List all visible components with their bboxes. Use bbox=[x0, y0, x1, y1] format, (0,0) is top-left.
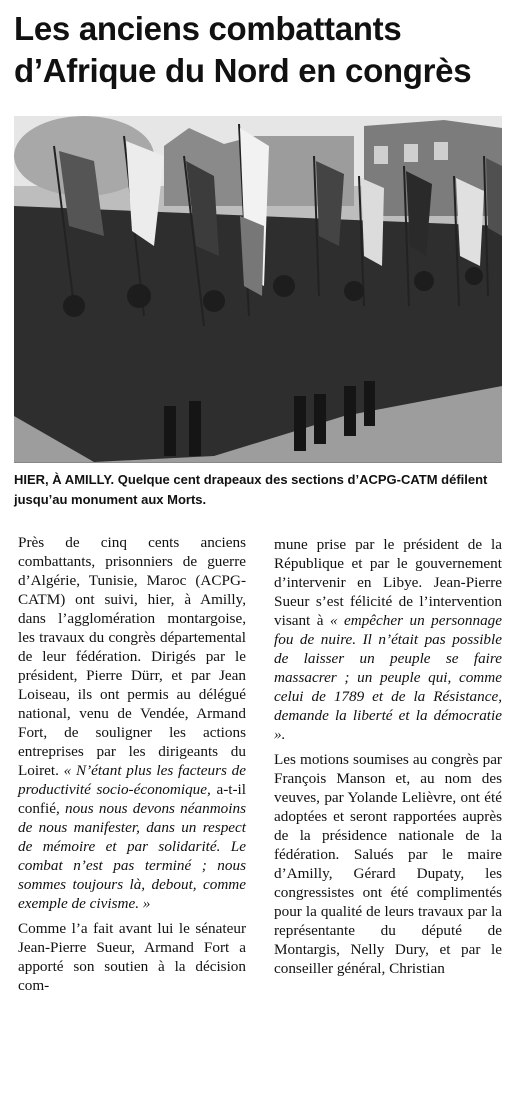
paragraph bbox=[274, 535, 502, 744]
quote: « N’étant plus les facteurs de productivité socio-économique, bbox=[18, 762, 246, 798]
quote: « empêcher un personnage fou de nuire. Il n’était pas possible de laisser un peuple se faire massacrer ; un peuple qui, comme celui de 1789 et de la Résistance, demande la liberté et la démocratie ». bbox=[274, 612, 502, 743]
quote: nous nous devons néanmoins de nous manifester, dans un respect de mémoire et par solidarité. Le combat n’est pas terminé ; nous sommes toujours là, debout, comme exemple de civisme. » bbox=[18, 800, 246, 912]
paragraph-text: Comme l’a fait avant lui le sénateur Jean-Pierre Sueur, Armand Fort a apporté son soutien à la décision com- bbox=[18, 920, 246, 994]
paragraph-text: mune prise par le président de la République et par le gouvernement d’intervenir en Libye. Jean-Pierre Sueur s’est félicité de l’intervention visant à bbox=[274, 536, 502, 629]
paragraph-text: a-t-il confié, bbox=[18, 781, 246, 817]
article-column-right bbox=[274, 535, 502, 984]
paragraph-text: Les motions soumises au congrès par François Manson et, au nom des veuves, par Yolande Lelièvre, ont été adoptées et seront rapportées auprès de la présidence nationale de la fédération. Salués par le maire d’Amilly, Gérard Dupaty, les congressistes ont été complimentés pour la qualité de leurs travaux par la représentante du député de Montargis, Nelly Dury, et par le conseiller général, Christian bbox=[274, 751, 502, 977]
paragraph-text: Près de cinq cents anciens combattants, prisonniers de guerre d’Algérie, Tunisie, Maroc (ACPG-CATM) ont suivi, hier, à Amilly, dans l’agglomération montargoise, les travaux du congrès départemental de leur fédération. Dirigés par le président, Pierre Dürr, et par Jean Loiseau, ils ont permis au délégué national, venu de Vendée, Armand Fort, de souligner les actions entreprises par les dirigeants du Loiret. bbox=[18, 534, 246, 779]
paragraph bbox=[274, 750, 502, 978]
paragraph bbox=[18, 533, 246, 913]
photo-caption: HIER, À AMILLY. Quelque cent drapeaux des sections d’ACPG-CATM défilent jusqu’au monument aux Morts. bbox=[14, 472, 488, 507]
article-headline: Les anciens combattants d’Afrique du Nord en congrès bbox=[14, 10, 472, 89]
parade-photo bbox=[14, 116, 502, 462]
paragraph bbox=[18, 919, 246, 995]
veterans-parade-image bbox=[14, 116, 502, 462]
photo-divider bbox=[14, 462, 502, 463]
article-column-left bbox=[18, 533, 246, 1001]
